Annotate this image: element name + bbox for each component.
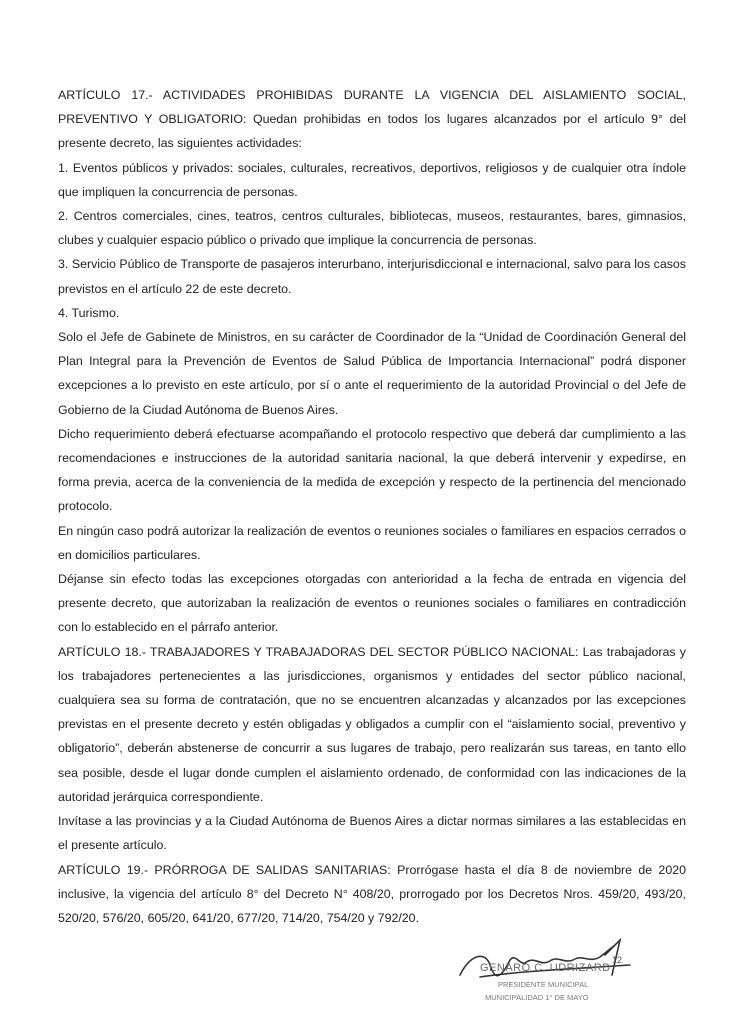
stamp-role: PRESIDENTE MUNICIPAL xyxy=(498,980,589,989)
stamp-organization: MUNICIPALIDAD 1° DE MAYO xyxy=(485,993,589,1002)
paragraph-revoked: Déjanse sin efecto todas las excepciones otorgadas con anterioridad a la fecha de entrada en vigencia del presente decreto, que autorizaban la realización de eventos o reuniones sociales o familiares en contradicción con lo establecido en el párrafo anterior. xyxy=(58,572,686,635)
article-17-heading: ARTÍCULO 17.- ACTIVIDADES PROHIBIDAS DURANTE LA VIGENCIA DEL AISLAMIENTO SOCIAL, PREVENTIVO Y OBLIGATORIO: Quedan prohibidas en todos los lugares alcanzados por el artículo 9° del presente decreto, las siguientes actividades: xyxy=(58,88,686,151)
article-18-heading: ARTÍCULO 18.- TRABAJADORES Y TRABAJADORAS DEL SECTOR PÚBLICO NACIONAL: Las trabajadoras y los trabajadores pertenecientes a las jurisdicciones, organismos y entidades del sector público nacional, cualquiera sea su forma de contratación, que no se encuentren alcanzadas y alcanzados por las excepciones previstas en el presente decreto y estén obligadas y obligados a cumplir con el “aislamiento social, preventivo y obligatorio”, deberán abstenerse de concurrir a sus lugares de trabajo, pero realizarán sus tareas, en tanto ello sea posible, desde el lugar donde cumplen el aislamiento ordenado, de conformidad con las indicaciones de la autoridad jerárquica correspondiente. xyxy=(58,644,686,804)
list-item-4: 4. Turismo. xyxy=(58,305,120,320)
article-19-heading: ARTÍCULO 19.- PRÓRROGA DE SALIDAS SANITARIAS: Prorrógase hasta el día 8 de noviembre de 2020 inclusive, la vigencia del artículo 8° del Decreto N° 408/20, prorrogado por los Decretos Nros. 459/20, 493/20, 520/20, 576/20, 605/20, 641/20, 677/20, 714/20, 754/20 y 792/20. xyxy=(58,862,686,925)
list-item-3: 3. Servicio Público de Transporte de pasajeros interurbano, interjurisdiccional e internacional, salvo para los casos previstos en el artículo 22 de este decreto. xyxy=(58,257,686,296)
stamp-name: GENARO C. UDRIZARD xyxy=(480,962,611,974)
paragraph-exceptions: Solo el Jefe de Gabinete de Ministros, en su carácter de Coordinador de la “Unidad de Coordinación General del Plan Integral para la Prevención de Eventos de Salud Pública de Importancia Internacional” podrá disponer excepciones a lo previsto en este artículo, por sí o ante el requerimiento de la autoridad Provincial o del Jefe de Gobierno de la Ciudad Autónoma de Buenos Aires. xyxy=(58,330,686,417)
document-body xyxy=(58,83,686,930)
paragraph-invitation: Invítase a las provincias y a la Ciudad Autónoma de Buenos Aires a dictar normas similares a las establecidas en el presente artículo. xyxy=(58,814,686,853)
paragraph-request: Dicho requerimiento deberá efectuarse acompañando el protocolo respectivo que deberá dar cumplimiento a las recomendaciones e instrucciones de la autoridad sanitaria nacional, la que deberá intervenir y expedirse, en forma previa, acerca de la conveniencia de la medida de excepción y respecto de la pertinencia del mencionado protocolo. xyxy=(58,426,686,514)
paragraph-no-events: En ningún caso podrá autorizar la realización de eventos o reuniones sociales o familiares en espacios cerrados o en domicilios particulares. xyxy=(58,523,686,562)
list-item-2: 2. Centros comerciales, cines, teatros, centros culturales, bibliotecas, museos, restaurantes, bares, gimnasios, clubes y cualquier espacio público o privado que implique la concurrencia de personas. xyxy=(58,209,686,248)
list-item-1: 1. Eventos públicos y privados: sociales, culturales, recreativos, deportivos, religiosos y de cualquier otra índole que impliquen la concurrencia de personas. xyxy=(58,160,686,199)
signature-block xyxy=(440,935,660,1015)
page-number: 12 xyxy=(612,955,623,965)
